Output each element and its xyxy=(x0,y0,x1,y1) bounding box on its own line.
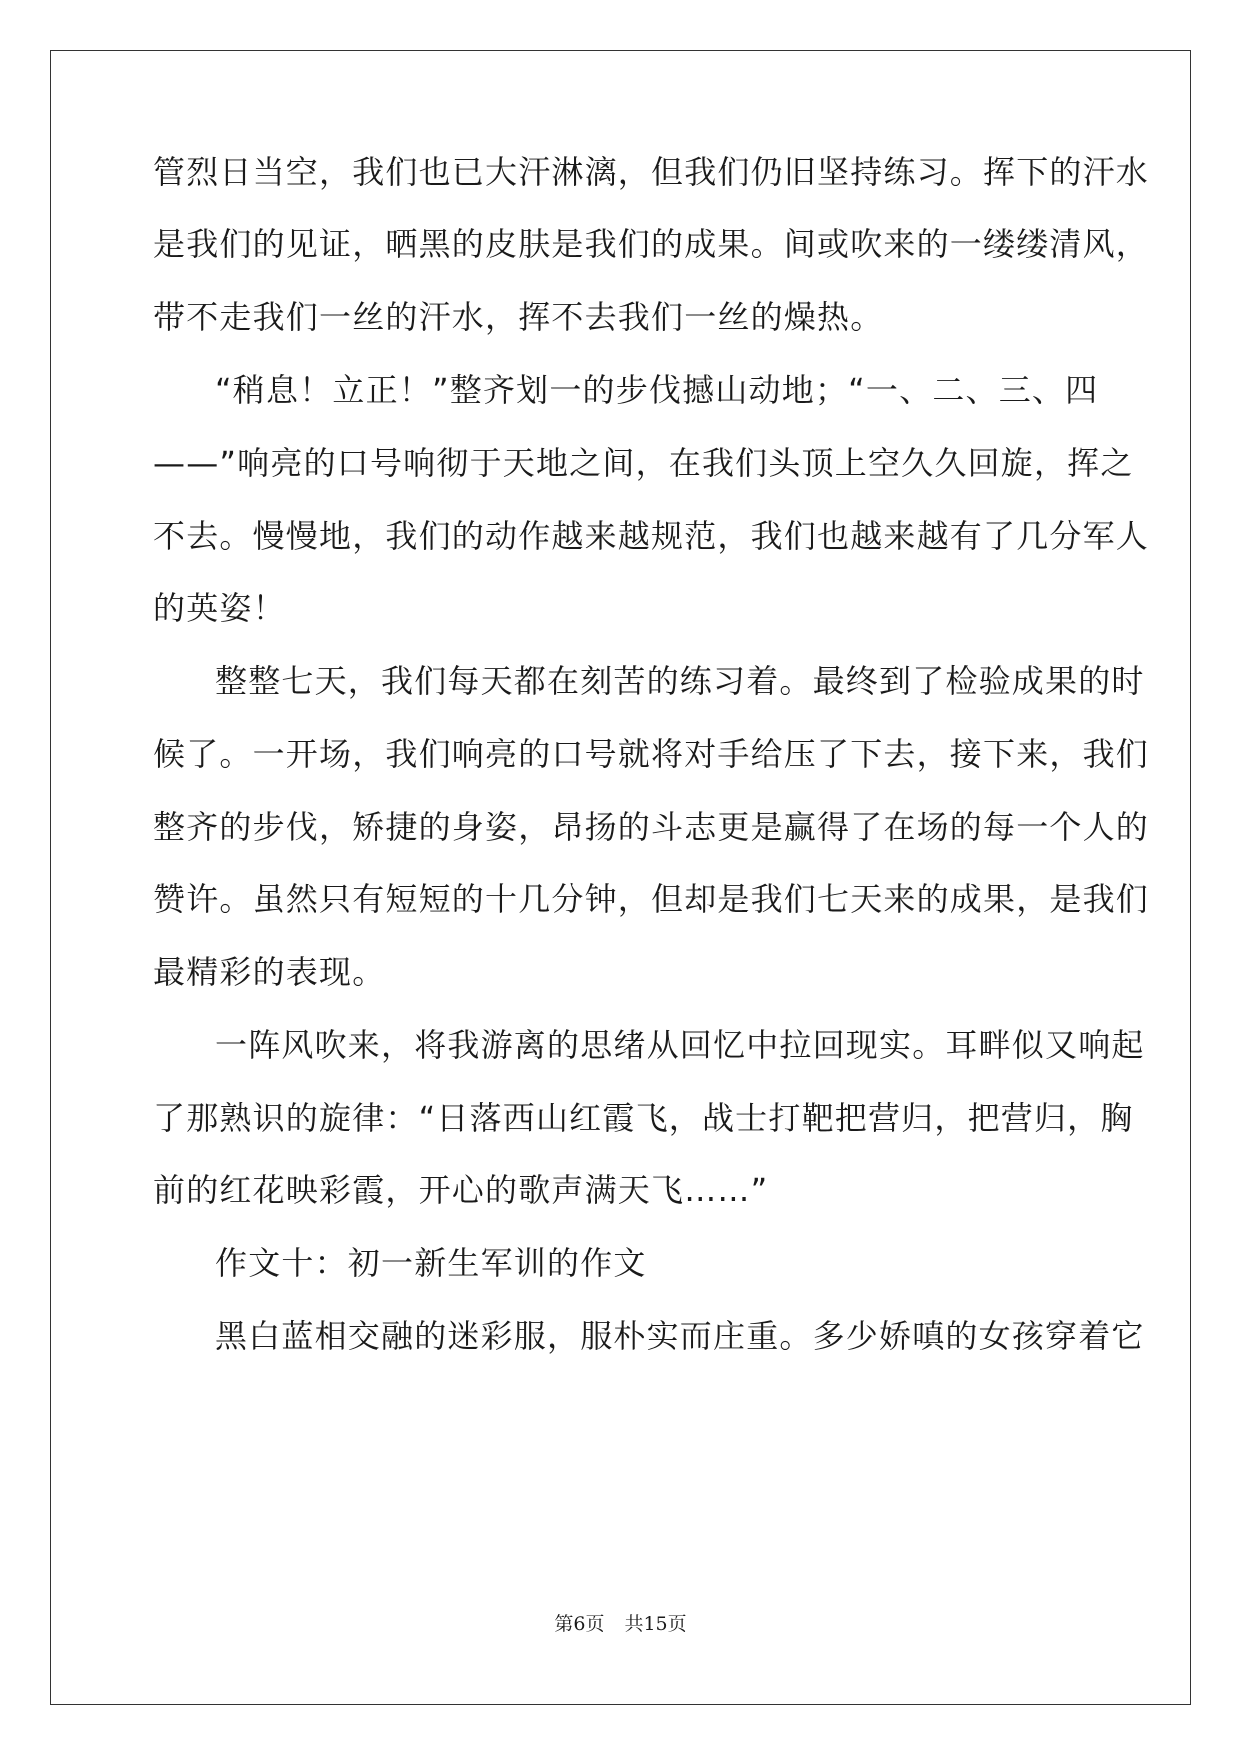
page-number: 第6页 xyxy=(554,1613,605,1635)
text-line: 了那熟识的旋律：“日落西山红霞飞，战士打靶把营归，把营归，胸 xyxy=(153,1099,1134,1137)
text-line: “稍息！立正！”整齐划一的步伐撼山动地；“一、二、三、四 xyxy=(215,371,1099,409)
text-line: 一阵风吹来，将我游离的思绪从回忆中拉回现实。耳畔似又响起 xyxy=(215,1026,1145,1064)
text-line: 黑白蓝相交融的迷彩服，服朴实而庄重。多少娇嗔的女孩穿着它 xyxy=(215,1317,1145,1355)
text-line: 管烈日当空，我们也已大汗淋漓，但我们仍旧坚持练习。挥下的汗水 xyxy=(153,153,1150,191)
text-line: 整齐的步伐，矫捷的身姿，昂扬的斗志更是赢得了在场的每一个人的 xyxy=(153,808,1150,846)
page-total: 共15页 xyxy=(624,1613,687,1635)
text-line: 前的红花映彩霞，开心的歌声满天飞……” xyxy=(153,1171,769,1209)
text-line: 是我们的见证，晒黑的皮肤是我们的成果。间或吹来的一缕缕清风， xyxy=(153,225,1150,263)
text-line: 赞许。虽然只有短短的十几分钟，但却是我们七天来的成果，是我们 xyxy=(153,880,1150,918)
text-line: 最精彩的表现。 xyxy=(153,953,386,991)
page-footer xyxy=(0,1612,1241,1636)
text-line: ——”响亮的口号响彻于天地之间，在我们头顶上空久久回旋，挥之 xyxy=(153,444,1134,482)
text-line: 的英姿！ xyxy=(153,589,286,627)
text-line: 不去。慢慢地，我们的动作越来越规范，我们也越来越有了几分军人 xyxy=(153,517,1150,555)
text-line: 候了。一开场，我们响亮的口号就将对手给压了下去，接下来，我们 xyxy=(153,735,1150,773)
section-heading: 作文十：初一新生军训的作文 xyxy=(215,1244,647,1282)
text-line: 带不走我们一丝的汗水，挥不去我们一丝的燥热。 xyxy=(153,298,884,336)
text-line: 整整七天，我们每天都在刻苦的练习着。最终到了检验成果的时 xyxy=(215,662,1145,700)
